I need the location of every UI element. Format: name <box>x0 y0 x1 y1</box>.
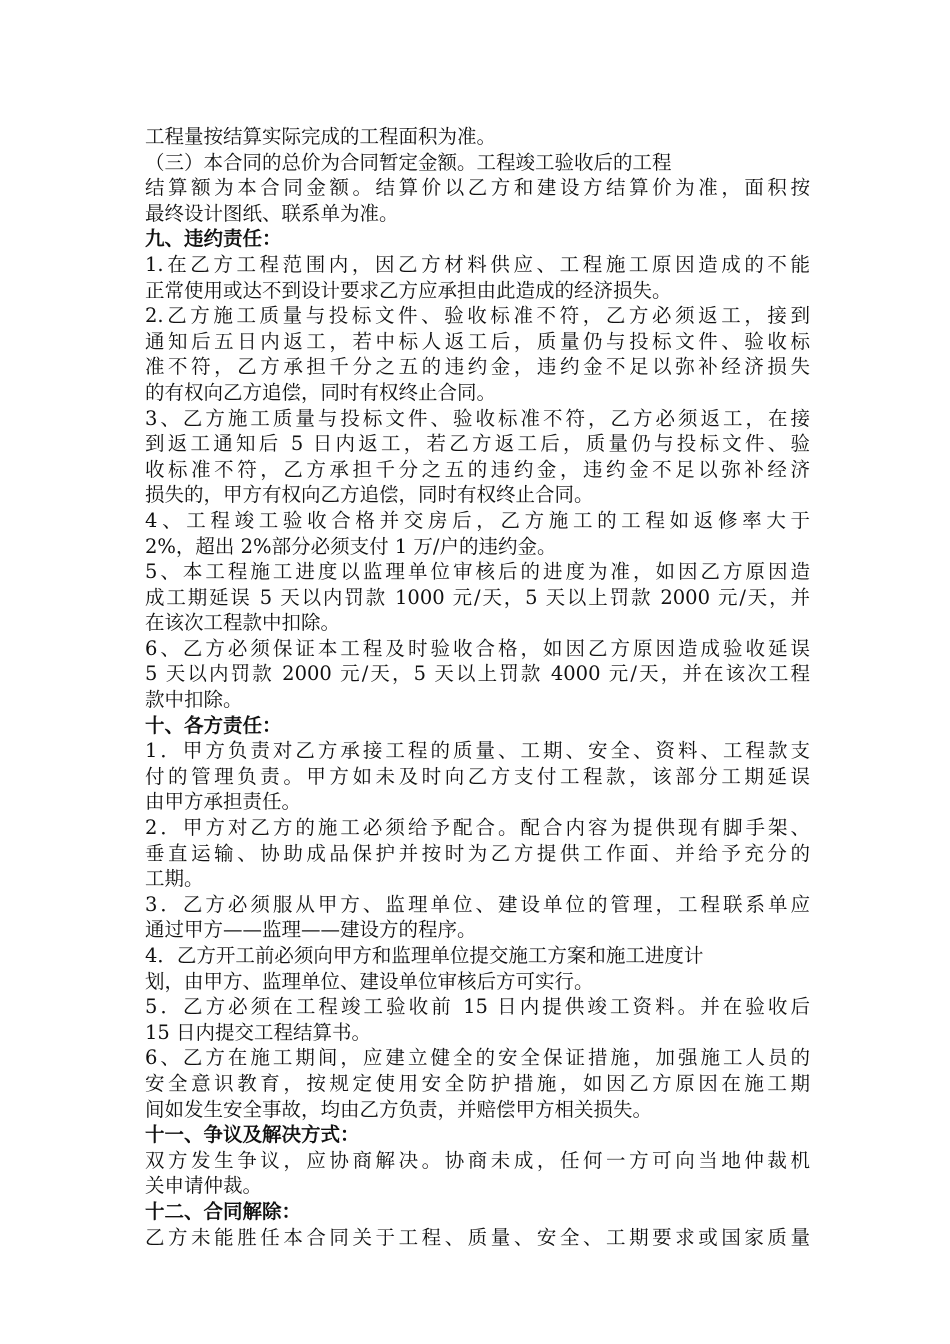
text-line: 6、乙方在施工期间，应建立健全的安全保证措施，加强施工人员的 <box>145 1046 810 1070</box>
text-line: 付的管理负责。甲方如未及时向乙方支付工程款，该部分工期延误 <box>145 764 810 788</box>
text-line: 5 天以内罚款 2000 元/天，5 天以上罚款 4000 元/天，并在该次工程 <box>145 662 810 686</box>
text-line: 结算额为本合同金额。结算价以乙方和建设方结算价为准，面积按 <box>145 176 810 200</box>
text-line: 2.乙方施工质量与投标文件、验收标准不符，乙方必须返工，接到 <box>145 304 810 328</box>
text-line: 乙方未能胜任本合同关于工程、质量、安全、工期要求或国家质量 <box>145 1225 810 1249</box>
text-line: 4．乙方开工前必须向甲方和监理单位提交施工方案和施工进度计 <box>145 944 704 967</box>
text-line: 4、工程竣工验收合格并交房后，乙方施工的工程如返修率大于 <box>145 508 810 532</box>
text-line: 正常使用或达不到设计要求乙方应承担由此造成的经济损失。 <box>145 278 672 302</box>
section-heading: 九、违约责任： <box>145 227 282 251</box>
text-line: 3．乙方必须服从甲方、监理单位、建设单位的管理，工程联系单应 <box>145 892 810 916</box>
section-heading: 十一、争议及解决方式： <box>145 1123 360 1147</box>
document-page <box>145 124 810 1250</box>
text-line: 到返工通知后 5 日内返工，若乙方返工后，质量仍与投标文件、验 <box>145 432 810 456</box>
text-line: 5．乙方必须在工程竣工验收前 15 日内提供竣工资料。并在验收后 <box>145 995 810 1019</box>
text-line: 通知后五日内返工，若中标人返工后，质量仍与投标文件、验收标 <box>145 329 810 353</box>
text-line: 准不符，乙方承担千分之五的违约金，违约金不足以弥补经济损失 <box>145 355 810 379</box>
text-line: 1．甲方负责对乙方承接工程的质量、工期、安全、资料、工程款支 <box>145 739 810 763</box>
section-heading: 十二、合同解除： <box>145 1199 302 1223</box>
text-line: 在该次工程款中扣除。 <box>145 611 341 635</box>
text-line: 款中扣除。 <box>145 688 243 712</box>
text-line: 损失的，甲方有权向乙方追偿，同时有权终止合同。 <box>145 483 594 507</box>
section-heading: 十、各方责任： <box>145 713 282 737</box>
text-line: 2．甲方对乙方的施工必须给予配合。配合内容为提供现有脚手架、 <box>145 816 810 840</box>
text-line: 收标准不符，乙方承担千分之五的违约金，违约金不足以弥补经济 <box>145 457 810 481</box>
text-line: 5、本工程施工进度以监理单位审核后的进度为准，如因乙方原因造 <box>145 560 810 584</box>
text-line: 6、乙方必须保证本工程及时验收合格，如因乙方原因造成验收延误 <box>145 636 810 660</box>
text-line: 成工期延误 5 天以内罚款 1000 元/天，5 天以上罚款 2000 元/天，并 <box>145 585 810 609</box>
text-line: 关申请仲裁。 <box>145 1174 263 1198</box>
text-line: 工程量按结算实际完成的工程面积为准。 <box>145 125 497 148</box>
text-line: 垂直运输、协助成品保护并按时为乙方提供工作面、并给予充分的 <box>145 841 810 865</box>
text-line: 划，由甲方、监理单位、建设单位审核后方可实行。 <box>145 969 594 993</box>
text-line: 最终设计图纸、联系单为准。 <box>145 201 399 225</box>
text-line: 2%，超出 2%部分必须支付 1 万/户的违约金。 <box>145 534 557 558</box>
text-line: 由甲方承担责任。 <box>145 790 302 814</box>
text-line: 工期。 <box>145 867 204 891</box>
text-line: 安全意识教育，按规定使用安全防护措施，如因乙方原因在施工期 <box>145 1071 810 1095</box>
text-line: 1.在乙方工程范围内，因乙方材料供应、工程施工原因造成的不能 <box>145 252 810 276</box>
text-line: 3、乙方施工质量与投标文件、验收标准不符，乙方必须返工，在接 <box>145 406 810 430</box>
text-line: 双方发生争议，应协商解决。协商未成，任何一方可向当地仲裁机 <box>145 1148 810 1172</box>
text-line: 15 日内提交工程结算书。 <box>145 1020 372 1044</box>
text-line: 的有权向乙方追偿，同时有权终止合同。 <box>145 380 497 404</box>
text-line: （三）本合同的总价为合同暂定金额。工程竣工验收后的工程 <box>145 150 672 174</box>
text-line: 通过甲方——监理——建设方的程序。 <box>145 918 477 942</box>
text-line: 间如发生安全事故，均由乙方负责，并赔偿甲方相关损失。 <box>145 1097 653 1121</box>
